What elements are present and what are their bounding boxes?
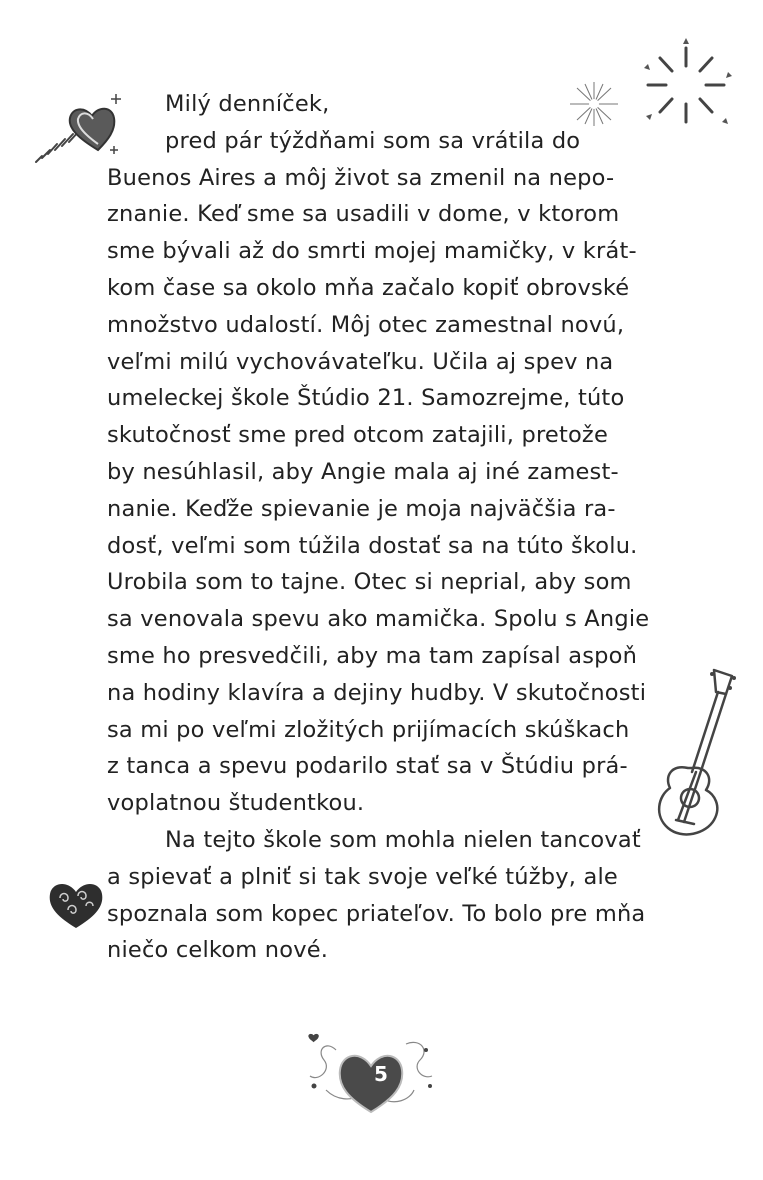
text-line: množstvo udalostí. Môj otec zamestnal novú, (107, 311, 625, 338)
text-line: z tanca a spevu podarilo stať sa v Štúdiu prá- (107, 753, 628, 780)
text-line: dosť, veľmi som túžila dostať sa na túto školu. (107, 532, 638, 559)
swirl-heart-icon (46, 876, 106, 932)
text-line: Buenos Aires a môj život sa zmenil na nepo- (107, 164, 615, 191)
text-line: sa venovala spevu ako mamička. Spolu s Angie (107, 606, 650, 633)
text-line: skutočnosť sme pred otcom zatajili, pretože (107, 422, 608, 449)
text-line: Urobila som to tajne. Otec si neprial, aby som (107, 569, 632, 596)
text-line: by nesúhlasil, aby Angie mala aj iné zamest- (107, 458, 619, 485)
text-line: umeleckej škole Štúdio 21. Samozrejme, túto (107, 385, 625, 412)
text-line: veľmi milú vychovávateľku. Učila aj spev na (107, 348, 614, 375)
text-line: nanie. Keďže spievanie je moja najväčšia ra- (107, 495, 616, 522)
text-line: sme bývali až do smrti mojej mamičky, v krát- (107, 238, 637, 265)
text-line: niečo celkom nové. (107, 937, 329, 964)
text-line: Milý denníček, (165, 91, 330, 117)
text-line: Na tejto škole som mohla nielen tancovať (165, 826, 641, 853)
text-line: sa mi po veľmi zložitých prijímacích skúškach (107, 716, 630, 743)
text-line: spoznala som kopec priateľov. To bolo pre mňa (107, 900, 646, 927)
text-line: sme ho presvedčili, aby ma tam zapísal aspoň (107, 642, 638, 669)
page-number: 5 (374, 1062, 388, 1086)
diary-text (107, 86, 667, 969)
text-line: znanie. Keď sme sa usadili v dome, v ktorom (107, 201, 620, 228)
text-line: a spievať a plniť si tak svoje veľké túžby, ale (107, 863, 618, 890)
text-line: kom čase sa okolo mňa začalo kopiť obrovské (107, 274, 630, 301)
text-line: na hodiny klavíra a dejiny hudby. V skutočnosti (107, 679, 647, 706)
text-line: voplatnou študentkou. (107, 790, 365, 817)
text-line: pred pár týždňami som sa vrátila do (165, 127, 581, 154)
